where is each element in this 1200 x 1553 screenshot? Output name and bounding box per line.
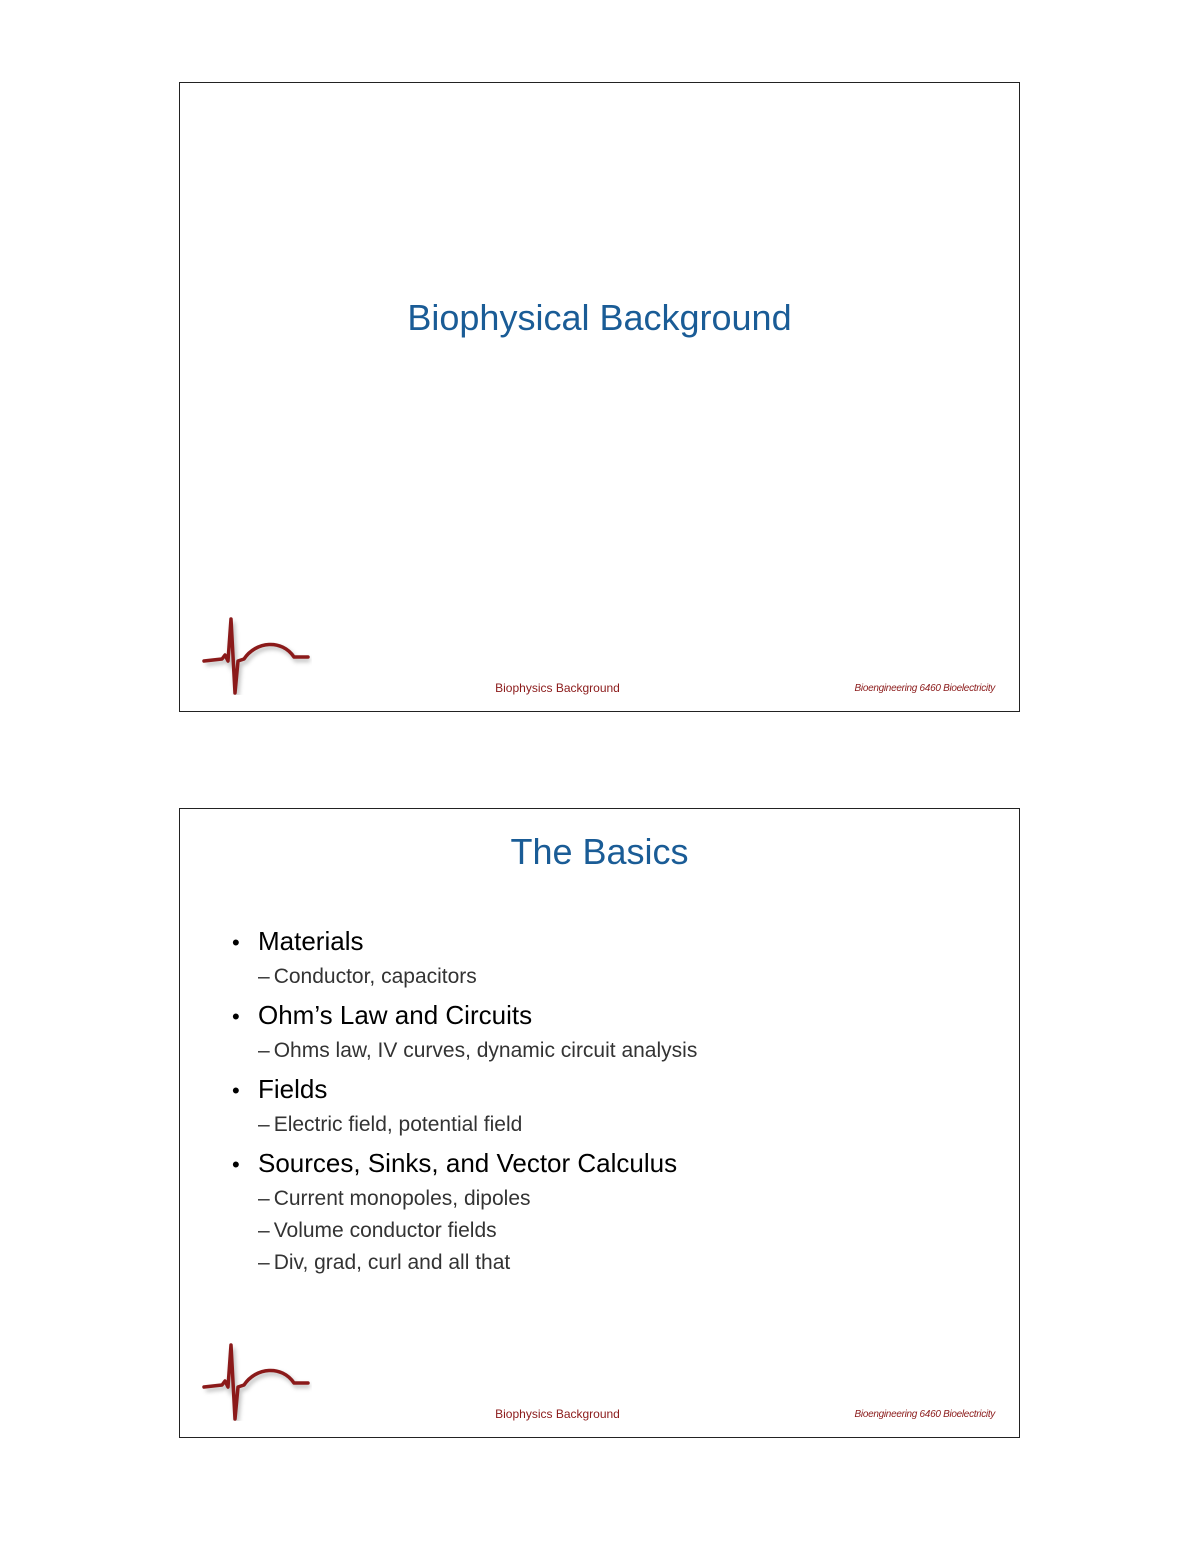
slide-footer-course: Bioengineering 6460 Bioelectricity (854, 683, 995, 694)
sub-bullet-item (258, 961, 979, 993)
dash-glyph: – (258, 965, 270, 988)
bullet-item (232, 925, 979, 993)
bullet-glyph: • (232, 930, 240, 955)
bullet-text: Ohm’s Law and Circuits (258, 1000, 533, 1030)
slide-title-page (179, 82, 1020, 712)
slide-title: Biophysical Background (407, 297, 792, 338)
slide-footer-center: Biophysics Background (495, 681, 620, 695)
sub-bullet-text: Ohms law, IV curves, dynamic circuit analysis (273, 1039, 698, 1062)
bullet-glyph: • (232, 1078, 240, 1103)
sub-bullet-text: Electric field, potential field (273, 1113, 523, 1136)
sub-bullet-item (258, 1109, 979, 1141)
dash-glyph: – (258, 1113, 270, 1136)
bullet-text: Materials (258, 926, 364, 956)
sub-bullet-item (258, 1215, 979, 1247)
sub-bullet-text: Conductor, capacitors (273, 965, 477, 988)
dash-glyph: – (258, 1187, 270, 1210)
sub-bullet-text: Div, grad, curl and all that (273, 1251, 511, 1274)
slide-footer-course: Bioengineering 6460 Bioelectricity (854, 1409, 995, 1420)
sub-bullet-item (258, 1247, 979, 1279)
dash-glyph: – (258, 1219, 270, 1242)
bullet-text: Fields (258, 1074, 328, 1104)
bullet-glyph: • (232, 1004, 240, 1029)
bullet-item (232, 1147, 979, 1279)
bullet-text: Sources, Sinks, and Vector Calculus (258, 1148, 678, 1178)
sub-bullet-item (258, 1183, 979, 1215)
sub-bullet-text: Current monopoles, dipoles (273, 1187, 531, 1210)
sub-bullet-text: Volume conductor fields (273, 1219, 497, 1242)
dash-glyph: – (258, 1039, 270, 1062)
dash-glyph: – (258, 1251, 270, 1274)
slide-title: The Basics (510, 831, 689, 872)
sub-bullet-item (258, 1035, 979, 1067)
slide-footer-center: Biophysics Background (495, 1407, 620, 1421)
bullet-glyph: • (232, 1152, 240, 1177)
bullet-item (232, 1073, 979, 1141)
bullet-list (232, 925, 979, 1285)
bullet-item (232, 999, 979, 1067)
slide-the-basics (179, 808, 1020, 1438)
